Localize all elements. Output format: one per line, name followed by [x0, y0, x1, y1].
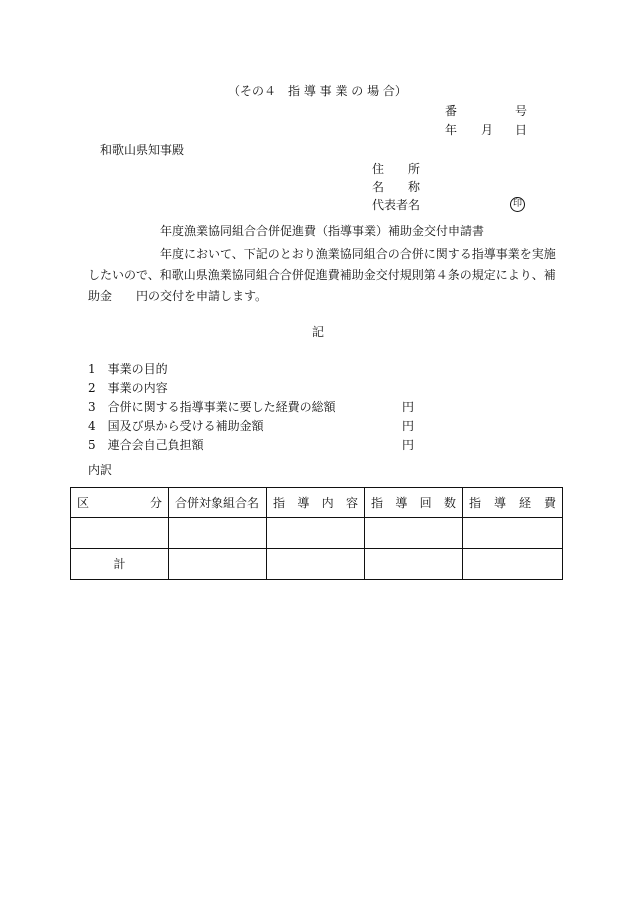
list-item: 3 合併に関する指導事業に要した経費の総額: [88, 400, 336, 414]
addressee: 和歌山県知事殿: [100, 143, 185, 157]
header-guidance-cost: 指 導 経 費: [463, 488, 563, 518]
header-category: 区 分: [71, 488, 169, 518]
header-guidance-count: 指 導 回 数: [365, 488, 463, 518]
table-cell: [463, 518, 563, 549]
table-cell: [365, 549, 463, 580]
number-suffix: 号: [515, 104, 528, 118]
number-label: 番: [445, 104, 458, 118]
table-cell: [365, 518, 463, 549]
item-unit: 円: [402, 400, 415, 414]
table-cell: [169, 549, 267, 580]
table-cell: [463, 549, 563, 580]
total-label: 計: [71, 549, 169, 580]
body-line-3: 助金 円の交付を申請します。: [88, 289, 268, 303]
ki-heading: 記: [312, 325, 325, 339]
table-header-row: [71, 488, 563, 518]
item-unit: 円: [402, 438, 415, 452]
case-label: （その４ 指 導 事 業 の 場 合）: [228, 84, 407, 98]
list-item: 1 事業の目的: [88, 362, 168, 376]
table-total-row: [71, 549, 563, 580]
day-label: 日: [515, 123, 528, 137]
list-item: 5 連合会自己負担額: [88, 438, 204, 452]
table-cell: [169, 518, 267, 549]
address-label: 住 所: [372, 162, 421, 176]
table-cell: [71, 518, 169, 549]
table-row: [71, 518, 563, 549]
breakdown-label: 内訳: [88, 463, 113, 477]
document-title: 年度漁業協同組合合併促進費（指導事業）補助金交付申請書: [160, 224, 485, 238]
representative-label: 代表者名: [372, 198, 421, 212]
list-item: 4 国及び県から受ける補助金額: [88, 419, 264, 433]
body-line-2: したいので、和歌山県漁業協同組合合併促進費補助金交付規則第４条の規定により、補: [88, 268, 556, 282]
header-guidance-content: 指 導 内 容: [267, 488, 365, 518]
seal-mark: 印: [510, 197, 525, 212]
year-label: 年: [445, 123, 458, 137]
table-cell: [267, 518, 365, 549]
breakdown-table: [70, 487, 563, 580]
table-cell: [267, 549, 365, 580]
item-unit: 円: [402, 419, 415, 433]
name-label: 名 称: [372, 180, 421, 194]
body-line-1: 年度において、下記のとおり漁業協同組合の合併に関する指導事業を実施: [160, 247, 556, 261]
month-label: 月: [481, 123, 494, 137]
header-union-name: 合併対象組合名: [169, 488, 267, 518]
list-item: 2 事業の内容: [88, 381, 168, 395]
